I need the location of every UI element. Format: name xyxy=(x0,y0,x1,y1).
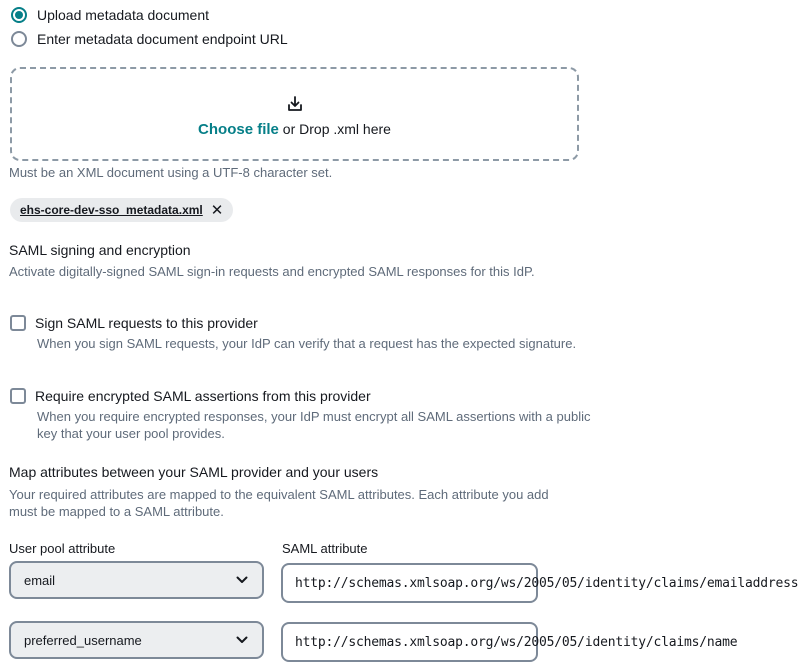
require-encryption-description: When you require encrypted responses, your IdP must encrypt all SAML assertions with a public key that your user pool provides. xyxy=(37,409,591,441)
close-icon[interactable]: ✕ xyxy=(210,201,224,219)
radio-upload-label: Upload metadata document xyxy=(37,7,209,23)
require-encryption-label[interactable]: Require encrypted SAML assertions from this provider xyxy=(35,388,371,404)
uploaded-file-name[interactable]: ehs-core-dev-sso_metadata.xml xyxy=(20,203,203,217)
sign-requests-label[interactable]: Sign SAML requests to this provider xyxy=(35,315,258,331)
dropzone-text xyxy=(198,121,391,138)
mapping-section-description: Your required attributes are mapped to the equivalent SAML attributes. Each attribute you add must be mapped to a SAML attribute. xyxy=(9,487,549,519)
chevron-down-icon xyxy=(236,636,248,644)
file-constraint-hint: Must be an XML document using a UTF-8 character set. xyxy=(9,165,333,180)
uploaded-file-token xyxy=(10,198,233,222)
saml-attribute-header: SAML attribute xyxy=(282,541,368,556)
radio-selected-icon[interactable] xyxy=(11,7,27,23)
require-encryption-checkbox[interactable] xyxy=(10,388,26,404)
select-value: email xyxy=(24,572,56,588)
mapping-section-title: Map attributes between your SAML provider and your users xyxy=(9,464,379,480)
user-pool-attribute-select[interactable] xyxy=(9,621,264,659)
radio-endpoint-url[interactable] xyxy=(11,31,288,47)
user-pool-attribute-select[interactable] xyxy=(9,561,264,599)
user-pool-attribute-header: User pool attribute xyxy=(9,541,116,556)
sign-requests-description: When you sign SAML requests, your IdP can verify that a request has the expected signature. xyxy=(37,336,577,351)
drop-hint: or Drop .xml here xyxy=(282,120,391,137)
saml-attribute-value: http://schemas.xmlsoap.org/ws/2005/05/identity/claims/name xyxy=(295,634,738,650)
upload-icon xyxy=(286,95,304,113)
file-dropzone[interactable] xyxy=(10,67,579,161)
radio-endpoint-label: Enter metadata document endpoint URL xyxy=(37,31,288,47)
select-value: preferred_username xyxy=(24,632,142,648)
sign-requests-checkbox[interactable] xyxy=(10,315,26,331)
saml-attribute-input[interactable] xyxy=(281,563,798,603)
saml-attribute-input[interactable] xyxy=(281,622,738,662)
radio-upload-metadata[interactable] xyxy=(11,7,209,23)
saml-attribute-value: http://schemas.xmlsoap.org/ws/2005/05/identity/claims/emailaddress xyxy=(295,575,798,591)
choose-file-link[interactable]: Choose file xyxy=(198,120,279,138)
chevron-down-icon xyxy=(236,576,248,584)
signing-section-description: Activate digitally-signed SAML sign-in requests and encrypted SAML responses for this IdP. xyxy=(9,264,535,279)
signing-section-title: SAML signing and encryption xyxy=(9,242,191,258)
radio-unselected-icon[interactable] xyxy=(11,31,27,47)
